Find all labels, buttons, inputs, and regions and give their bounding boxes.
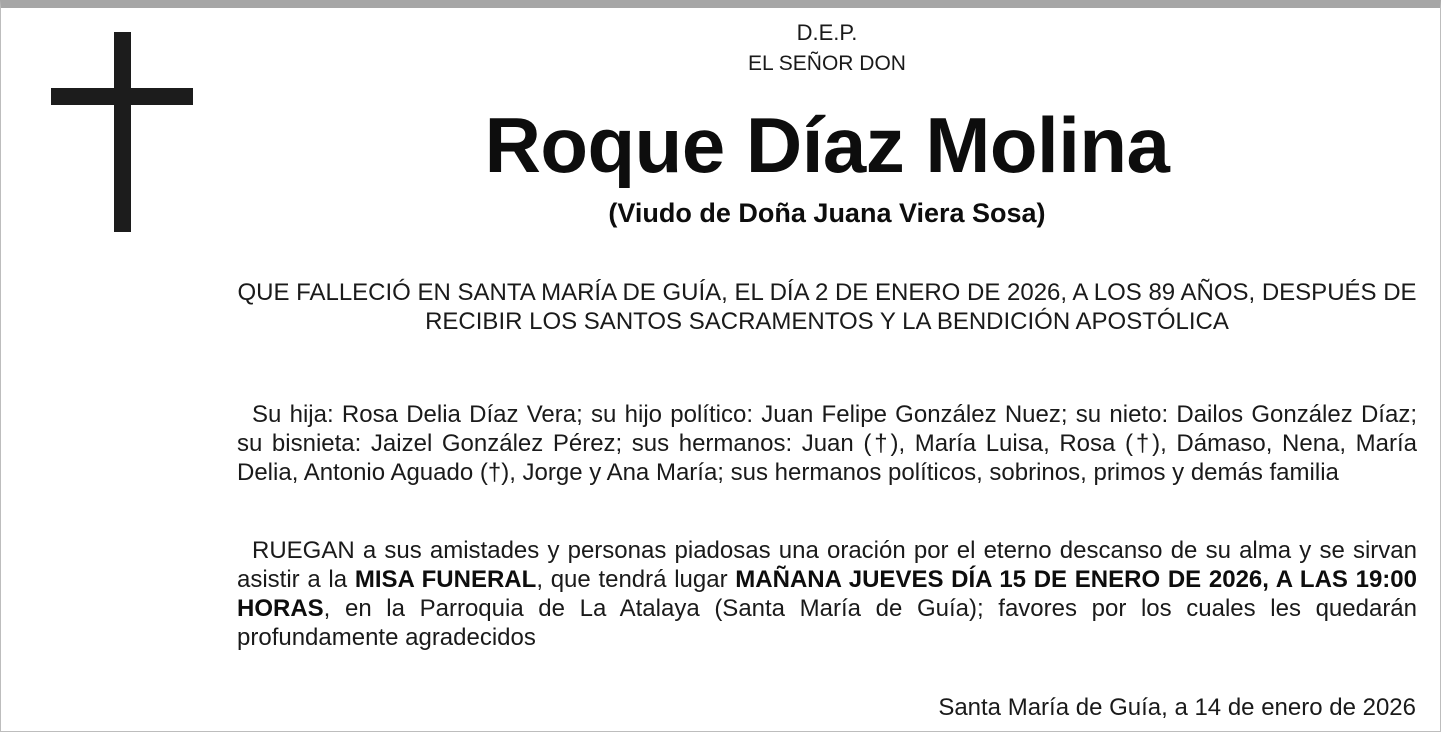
widower-subtitle: (Viudo de Doña Juana Viera Sosa) [608, 198, 1046, 228]
request-text-3: , en la Parroquia de La Atalaya (Santa María de Guía); favores por los cuales les quedarán profundamente agradecidos [237, 595, 1417, 651]
deceased-name: Roque Díaz Molina [484, 101, 1170, 189]
mass-datetime: MAÑANA JUEVES DÍA 15 DE ENERO DE 2026, A LAS 19:00 HORAS [237, 566, 1417, 622]
cross-icon [1, 8, 241, 268]
death-announcement: QUE FALLECIÓ EN SANTA MARÍA DE GUÍA, EL DÍA 2 DE ENERO DE 2026, A LOS 89 AÑOS, DESPUÉS DE RECIBIR LOS SANTOS SACRAMENTOS Y LA BENDICIÓN APOSTÓLICA [237, 279, 1417, 335]
funeral-request-paragraph [237, 536, 1417, 652]
mass-label: MISA FUNERAL [354, 566, 537, 593]
cross-horizontal-bar [51, 88, 193, 105]
dep-heading: D.E.P. [796, 20, 858, 45]
place-date-line: Santa María de Guía, a 14 de enero de 2026 [938, 694, 1416, 721]
family-paragraph: Su hija: Rosa Delia Díaz Vera; su hijo político: Juan Felipe González Nuez; su nieto: Dailos González Díaz; su bisnieta: Jaizel González Pérez; sus hermanos: Juan (†), María Luisa, Rosa (†), Dámaso, Nena, María Delia, Antonio Aguado (†), Jorge y Ana María; sus hermanos políticos, sobrinos, primos y demás familia [237, 401, 1417, 486]
request-text-1: RUEGAN a sus amistades y personas piadosas una oración por el eterno descanso de su alma y se sirvan asistir a la [237, 537, 1417, 593]
request-text-2: , que tendrá lugar [536, 566, 736, 593]
honorific-title: EL SEÑOR DON [748, 52, 906, 75]
cross-vertical-bar [114, 32, 131, 232]
